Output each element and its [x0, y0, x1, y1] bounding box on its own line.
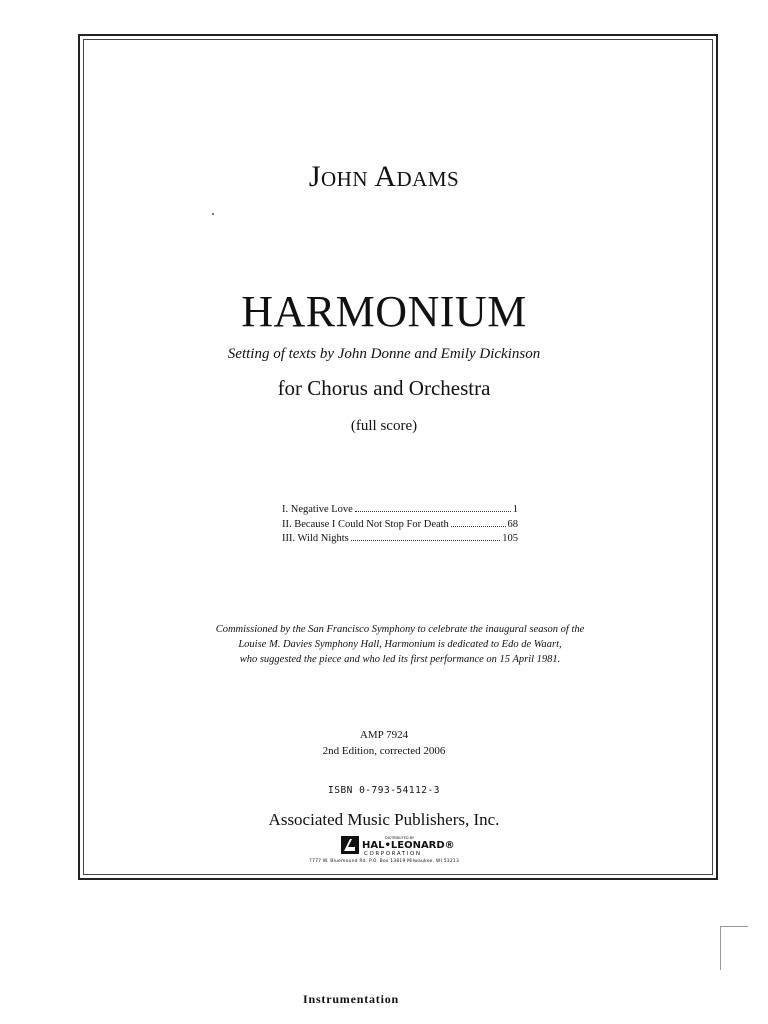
toc-leader-dots: [355, 510, 511, 512]
commission-line: Louise M. Davies Symphony Hall, Harmonium is dedicated to Edo de Waart,: [238, 639, 562, 650]
hal-leonard-logo-mark: [341, 836, 359, 854]
commission-note: [200, 622, 600, 667]
distributor-name: HAL•LEONARD®: [362, 840, 455, 851]
commission-line: Commissioned by the San Francisco Symphony to celebrate the inaugural season of the: [215, 624, 585, 635]
hal-leonard-logo: [340, 834, 468, 858]
toc-leader-dots: [451, 525, 506, 527]
scan-edge-mark: [720, 926, 721, 970]
table-of-contents: [282, 503, 518, 547]
edition-note: 2nd Edition, corrected 2006: [322, 745, 446, 757]
toc-leader-dots: [351, 539, 500, 541]
next-page-heading: Instrumentation: [303, 992, 400, 1006]
composer-name: John Adams: [308, 160, 460, 193]
toc-movement: II. Because I Could Not Stop For Death: [282, 518, 449, 530]
scan-speck: [212, 213, 214, 215]
work-title: HARMONIUM: [241, 287, 527, 336]
toc-entry: [282, 532, 518, 547]
isbn: ISBN 0-793-54112-3: [328, 785, 440, 796]
publisher-name: Associated Music Publishers, Inc.: [268, 810, 500, 829]
distributor-address: 7777 W. Bluemound Rd. P.O. Box 13819 Milwaukee, WI 53213: [308, 859, 460, 864]
toc-entry: [282, 503, 518, 518]
toc-page: 1: [512, 504, 518, 515]
score-type: (full score): [350, 418, 418, 434]
catalog-number: AMP 7924: [359, 729, 409, 741]
scan-edge-mark: [720, 926, 748, 927]
distributor-corporation: CORPORATION: [364, 851, 422, 857]
toc-movement: I. Negative Love: [282, 504, 353, 515]
distributed-by-label: DISTRIBUTED BY: [385, 836, 415, 840]
commission-line: who suggested the piece and who led its first performance on 15 April 1981.: [239, 654, 561, 665]
performing-forces: for Chorus and Orchestra: [277, 376, 491, 400]
toc-entry: [282, 518, 518, 533]
work-subtitle: Setting of texts by John Donne and Emily Dickinson: [227, 346, 541, 362]
toc-page: 68: [507, 518, 518, 530]
toc-page: 105: [502, 533, 518, 544]
toc-movement: III. Wild Nights: [282, 533, 349, 544]
